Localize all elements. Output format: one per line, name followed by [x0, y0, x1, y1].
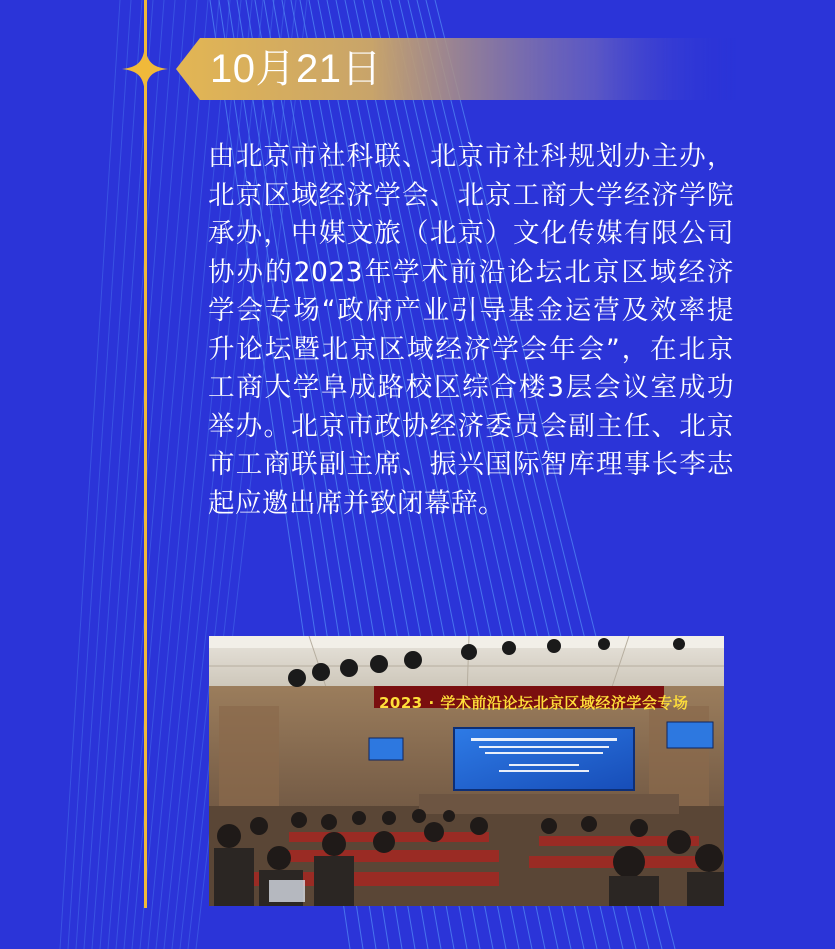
date-heading: 10月21日 [210, 47, 382, 91]
background-line [84, 0, 153, 949]
sparkle-star-icon [120, 44, 170, 94]
conference-photo [209, 636, 724, 906]
timeline-line [144, 0, 147, 908]
background-line [108, 0, 186, 949]
event-description: 由北京市社科联、北京市社科规划办主办，北京区域经济学会、北京工商大学经济学院承办，中媒文旅（北京）文化传媒有限公司协办的2023年学术前沿论坛北京区域经济学会专场“政府产业引导基金运营及效率提升论坛暨北京区域经济学会年会”，在北京工商大学阜成路校区综合楼3层会议室成功举办。北京市政协经济委员会副主任、北京市工商联副主席、振兴国际智库理事长李志起应邀出席并致闭幕辞。 [208, 141, 734, 519]
date-banner [176, 38, 736, 100]
background-line [68, 0, 131, 949]
background-line [76, 0, 142, 949]
photo-banner-text: 2023 · 学术前沿论坛北京区域经济学会专场 [379, 694, 689, 712]
